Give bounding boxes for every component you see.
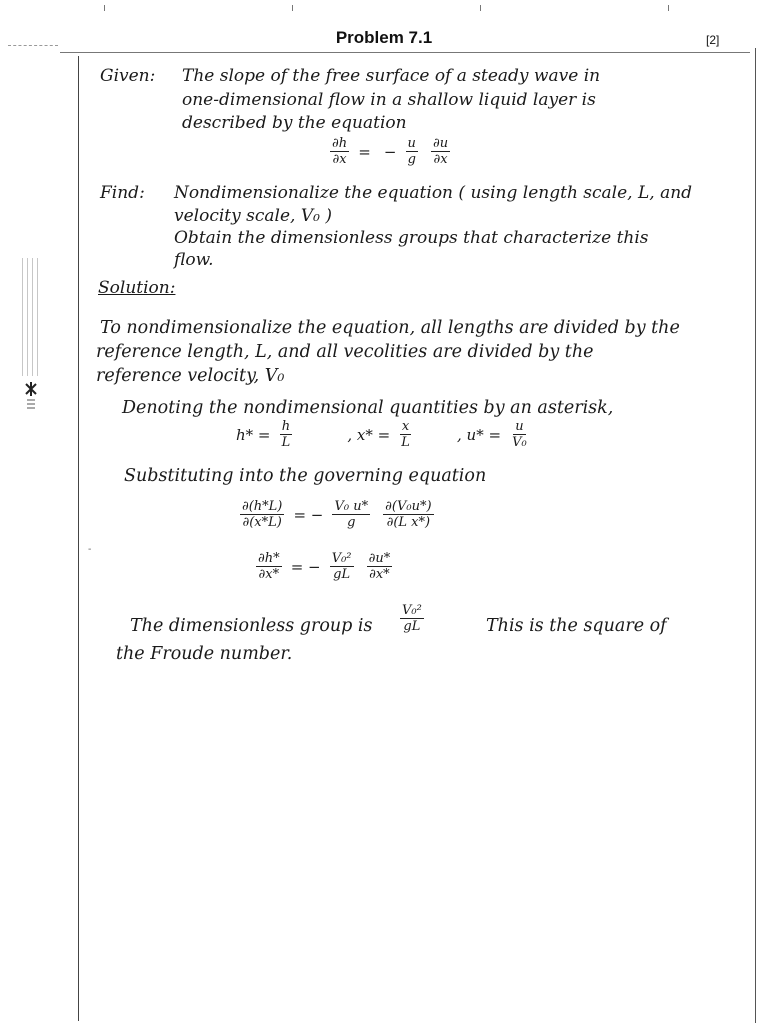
frac-num: ∂u [433,136,449,151]
tick-mark [292,5,293,11]
find-line-4: flow. [174,250,214,270]
find-label: Find: [100,183,145,203]
frac-den: ∂x* [369,567,390,582]
frac-u-V0 [510,420,529,449]
dimensionless-group [400,604,424,633]
equals-minus: = − [293,505,324,524]
conclusion-line-c: the Froude number. [116,644,293,664]
frac-num: ∂h [332,136,348,151]
solution-line-3: reference velocity, V₀ [96,366,285,386]
frac-num: ∂h* [258,551,280,566]
right-margin-line [755,48,756,1023]
solution-line-4: Denoting the nondimensional quantities by an asterisk, [122,398,614,418]
x-star-def: , x* = [347,425,391,444]
frac-den: g [407,152,416,167]
frac-dhL-dxL [240,500,284,529]
nondimensional-equation [256,552,392,581]
given-line-3: described by the equation [182,113,407,133]
page-title: Problem 7.1 [335,28,433,47]
frac-V0sq-gL [330,552,354,581]
points-label: [2] [706,33,720,47]
pad-logo [22,258,42,418]
frac-dh-dx [330,137,349,166]
substituting-line: Substituting into the governing equation [124,466,487,486]
pad-label-lines [22,258,42,376]
given-line-1: The slope of the free surface of a steady wave in [182,66,601,86]
nondim-definitions [232,420,529,449]
frac-den: V₀ [512,435,527,450]
frac-num: h [281,419,291,434]
substituted-equation [240,500,434,529]
frac-num: V₀² [331,551,352,566]
frac-num: x [401,419,410,434]
frac-den: ∂x [332,152,347,167]
given-equation [330,137,450,166]
frac-num: u [407,136,416,151]
conclusion-line-b: This is the square of [486,616,667,636]
frac-num: V₀ u* [334,499,369,514]
frac-u-g [406,137,418,166]
header-rule [60,52,750,53]
frac-den: ∂(L x*) [386,515,431,530]
solution-line-2: reference length, L, and all vecolities are divided by the [96,342,594,362]
frac-den: ∂x [433,152,448,167]
frac-den: g [347,515,356,530]
frac-du-dx [431,137,450,166]
brand-logo-icon [24,380,38,410]
find-line-1: Nondimensionalize the equation ( using length scale, L, and [174,183,693,203]
given-label: Given: [100,66,156,86]
equals-sign: = [358,142,371,161]
frac-num: ∂(V₀u*) [385,499,432,514]
equals-minus: = − [290,557,321,576]
solution-label: Solution: [98,278,176,298]
frac-dhstar-dxstar [256,552,282,581]
minus-sign: − [383,142,397,161]
tick-mark [104,5,105,11]
conclusion-line-a: The dimensionless group is [130,616,373,636]
given-line-2: one-dimensional flow in a shallow liquid layer is [182,90,596,110]
frac-den: gL [403,619,421,634]
h-star-def: h* = [236,425,271,444]
frac-den: L [401,435,410,450]
tick-mark [480,5,481,11]
find-line-2: velocity scale, V₀ ) [174,206,332,226]
frac-V0sq-gL-group [400,604,424,633]
frac-dV0u-dLx [383,500,433,529]
frac-num: u [515,419,524,434]
u-star-def: , u* = [457,425,502,444]
stray-mark: - [88,544,92,555]
frac-V0u-g [332,500,370,529]
frac-den: L [281,435,291,450]
left-margin-line [78,56,79,1021]
find-line-3: Obtain the dimensionless groups that characterize this [174,228,649,248]
frac-num: V₀² [402,603,422,618]
frac-num: ∂(h*L) [242,499,283,514]
solution-line-1: To nondimensionalize the equation, all lengths are divided by the [100,318,680,338]
frac-h-L [280,420,293,449]
frac-num: ∂u* [368,551,391,566]
frac-dustar-dxstar [367,552,393,581]
tick-mark [668,5,669,11]
frac-den: gL [333,567,351,582]
frac-den: ∂x* [258,567,280,582]
frac-den: ∂(x*L) [242,515,282,530]
frac-x-L [399,420,412,449]
